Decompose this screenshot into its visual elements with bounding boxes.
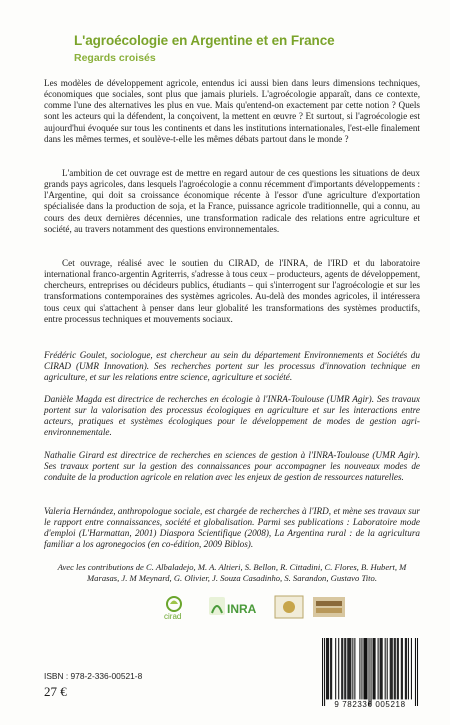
barcode-bar bbox=[371, 638, 372, 706]
barcode-bar bbox=[415, 638, 416, 706]
barcode-bar bbox=[347, 638, 348, 699]
inra-logo bbox=[208, 593, 264, 621]
barcode-bar bbox=[324, 638, 325, 706]
barcode-bar bbox=[361, 638, 362, 699]
barcode-bar bbox=[327, 638, 328, 699]
barcode bbox=[320, 638, 420, 706]
barcode-bar bbox=[398, 638, 399, 699]
author-bio-girard: Nathalie Girard est directrice de recherches en sciences de gestion à l'INRA-Toulouse (UMR Agir). Ses travaux portent sur la gestion des connaissances pour accompagner les nouveaux modes de conduite de la production agricole en relation avec les enjeux de gestion de ressources naturelles. bbox=[44, 450, 420, 483]
book-title: L'agroécologie en Argentine et en France bbox=[74, 33, 335, 48]
barcode-bar bbox=[387, 638, 388, 699]
barcode-bar bbox=[380, 638, 381, 699]
barcode-bar bbox=[391, 638, 392, 699]
barcode-bar bbox=[366, 638, 367, 699]
contributors-line: Avec les contributions de C. Albaladejo, M. A. Altieri, S. Bellon, R. Cittadini, C. Flores, B. Hubert, M Marasas, J. M Meynard, G. Olivier, J. Souza Casadinho, S. Sarandon, Gustavo Tito. bbox=[57, 562, 407, 583]
barcode-bar bbox=[417, 638, 418, 706]
ambition-paragraph: L'ambition de cet ouvrage est de mettre en regard autour de ces questions les situations de deux grands pays agricoles, dans lesquels l'agroécologie a connu récemment d'importants développements : l'Argentine, qui doit sa croissance économique récente à l'essor d'une agriculture d'exportation spécialisée dans la production de soja, et la France, puissance agricole traditionnelle, qui a connu, au cours des deux dernières décennies, une transformation radicale des relations entre agriculture et société, au travers notamment des questions environnementales. bbox=[44, 168, 420, 234]
barcode-bar bbox=[385, 638, 386, 699]
barcode-bar bbox=[374, 638, 375, 699]
barcode-bar bbox=[326, 638, 327, 699]
barcode-bar bbox=[406, 638, 407, 699]
barcode-bar bbox=[359, 638, 360, 699]
author-bio-hernandez: Valeria Hernández, anthropologue sociale, est chargée de recherches à l'IRD, et mène ses travaux sur le rapport entre connaissances, société et globalisation. Parmi ses publications : Laboratoire mode d'emploi (L'Harmattan, 2001) Diaspora Scientifique (2008), La Argentina rural : de la agricultura familiar a los agronegocios (en co-édition, 2009 Biblos). bbox=[44, 506, 420, 550]
barcode-bar bbox=[352, 638, 353, 699]
barcode-bar bbox=[397, 638, 398, 699]
support-paragraph: Cet ouvrage, réalisé avec le soutien du CIRAD, de l'INRA, de l'IRD et du laboratoire international franco-argentin Agriterris, s'adresse à tous ceux – producteurs, agents de développement, chercheurs, entreprises ou décideurs publics, étudiants – qui s'interrogent sur l'agroécologie et sur les transformations contemporaines des systèmes agricoles. Au-delà des mondes agricoles, il intéressera tous ceux qui s'attachent à penser dans leur globalité les transformations des systèmes productifs, entre processus techniques et mouvements sociaux. bbox=[44, 258, 420, 324]
barcode-bar bbox=[328, 638, 329, 699]
barcode-bar bbox=[344, 638, 345, 699]
price: 27 € bbox=[44, 684, 67, 699]
agriterris-logo bbox=[312, 593, 346, 621]
barcode-bar bbox=[375, 638, 376, 699]
barcode-bar bbox=[338, 638, 339, 699]
inra-logo-text: INRA bbox=[227, 602, 257, 616]
barcode-digits: 9 782336 005218 bbox=[334, 700, 406, 709]
barcode-bar bbox=[408, 638, 409, 699]
barcode-bar bbox=[363, 638, 364, 699]
author-bio-magda: Danièle Magda est directrice de recherches en écologie à l'INRA-Toulouse (UMR Agir). Ses travaux portent sur la valorisation des processus écologiques en agriculture et sur les interactions entre acteurs, pratiques et systèmes écologiques pour le développement de modes de gestion agri-environnementale. bbox=[44, 394, 420, 438]
cirad-logo bbox=[160, 593, 200, 621]
barcode-bar bbox=[345, 638, 346, 699]
barcode-bar bbox=[368, 638, 369, 706]
cirad-logo-text: cirad bbox=[164, 612, 182, 621]
barcode-bar bbox=[331, 638, 332, 699]
barcode-bar bbox=[394, 638, 395, 699]
barcode-bar bbox=[364, 638, 365, 699]
barcode-bar bbox=[330, 638, 331, 699]
barcode-bar bbox=[348, 638, 349, 699]
barcode-bar bbox=[341, 638, 342, 699]
barcode-bar bbox=[373, 638, 374, 699]
barcode-bar bbox=[405, 638, 406, 699]
barcode-bar bbox=[342, 638, 343, 699]
partner-logos bbox=[150, 593, 420, 623]
barcode-bar bbox=[411, 638, 412, 699]
barcode-bar bbox=[402, 638, 403, 699]
barcode-bar bbox=[322, 638, 323, 706]
barcode-bar bbox=[395, 638, 396, 699]
barcode-bar bbox=[401, 638, 402, 699]
barcode-bar bbox=[381, 638, 382, 699]
barcode-bar bbox=[354, 638, 355, 699]
barcode-bar bbox=[392, 638, 393, 699]
book-subtitle: Regards croisés bbox=[74, 52, 156, 64]
barcode-bar bbox=[350, 638, 351, 699]
barcode-bar bbox=[349, 638, 350, 699]
barcode-bar bbox=[382, 638, 383, 699]
isbn: ISBN : 978-2-336-00521-8 bbox=[44, 671, 143, 681]
intro-paragraph: Les modèles de développement agricole, entendus ici aussi bien dans leurs dimensions techniques, économiques que sociales, sont plus que jamais pluriels. L'agroécologie apparaît, dans ce contexte, comme l'une des alternatives les plus en vue. Mais qu'entend-on exactement par cette notion ? Quels sont les acteurs qui la défendent, la conçoivent, la mettent en œuvre ? Et surtout, si l'agroécologie est aujourd'hui évoquée sur tous les continents et dans les institutions internationales, l'est-elle finalement dans les mêmes termes, et soulève-t-elle les mêmes débats partout dans le monde ? bbox=[44, 78, 420, 144]
barcode-bar bbox=[335, 638, 336, 699]
ird-logo bbox=[274, 593, 304, 621]
barcode-bar bbox=[378, 638, 379, 699]
barcode-bar bbox=[365, 638, 366, 699]
author-bio-goulet: Frédéric Goulet, sociologue, est chercheur au sein du département Environnements et Sociétés du CIRAD (UMR Innovation). Ses recherches portent sur les processus d'innovation technique en agriculture, et sur les relations entre science, agriculture et société. bbox=[44, 350, 420, 383]
barcode-bar bbox=[390, 638, 391, 699]
